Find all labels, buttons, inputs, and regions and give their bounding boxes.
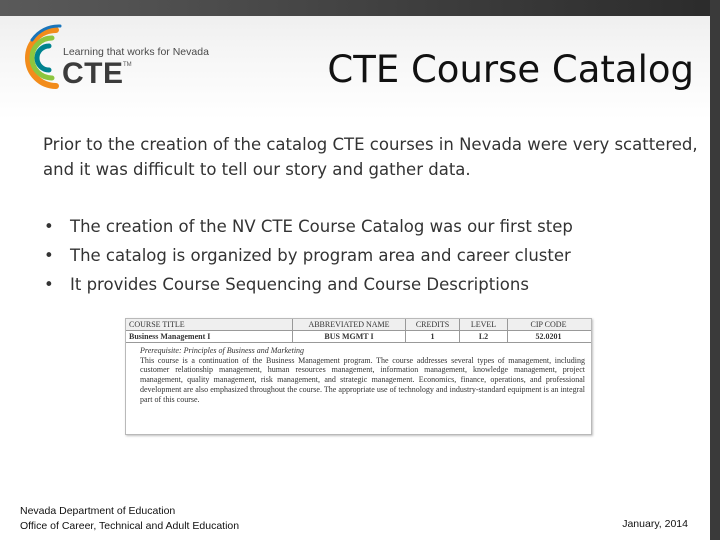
footer-org-line2: Office of Career, Technical and Adult Education [20, 520, 240, 532]
logo-wordmark: CTE [62, 57, 124, 90]
bullet-item: • The catalog is organized by program area and career cluster [44, 241, 573, 270]
catalog-header-row [126, 319, 591, 331]
intro-paragraph: Prior to the creation of the catalog CTE courses in Nevada were very scattered, and it was difficult to tell our story and gather data. [43, 135, 698, 179]
course-prerequisite: Prerequisite: Principles of Business and Marketing [140, 346, 305, 355]
cell-abbreviated-name: BUS MGMT I [293, 331, 406, 342]
top-decorative-bar [0, 0, 720, 16]
bullet-item: • It provides Course Sequencing and Course Descriptions [44, 270, 573, 299]
cell-credits: 1 [406, 331, 460, 342]
right-decorative-bar [710, 0, 720, 540]
cell-level: L2 [460, 331, 508, 342]
cte-logo [22, 22, 232, 94]
footer-date: January, 2014 [622, 518, 688, 530]
footer-organization [20, 504, 239, 534]
cell-cip-code: 52.0201 [535, 332, 562, 341]
logo-tagline: Learning that works for Nevada [63, 46, 209, 58]
header-abbreviated-name: ABBREVIATED NAME [293, 319, 406, 330]
footer-org-line1: Nevada Department of Education [20, 505, 176, 517]
cell-course-title: Business Management I [126, 331, 293, 342]
catalog-excerpt-image [125, 318, 592, 435]
catalog-data-row [126, 331, 591, 343]
header-course-title: COURSE TITLE [126, 319, 293, 330]
slide-title: CTE Course Catalog [327, 48, 694, 91]
header-level: LEVEL [460, 319, 508, 330]
header-cip-code: CIP CODE [530, 320, 567, 329]
course-description: This course is a continuation of the Business Management program. The course addresses several types of management, including customer relationship management, human resources management, information management, knowledge management, project management, quality management, risk management, and strategic management. Economics, finance, operations, and professional development are also emphasized throughout the course. The appropriate use of technology and industry-standard equipment is an integral part of this course. [140, 355, 585, 404]
catalog-description [126, 343, 591, 404]
bullet-list [44, 212, 573, 299]
header-credits: CREDITS [406, 319, 460, 330]
bullet-item: • The creation of the NV CTE Course Catalog was our first step [44, 212, 573, 241]
logo-trademark: TM [123, 62, 132, 68]
